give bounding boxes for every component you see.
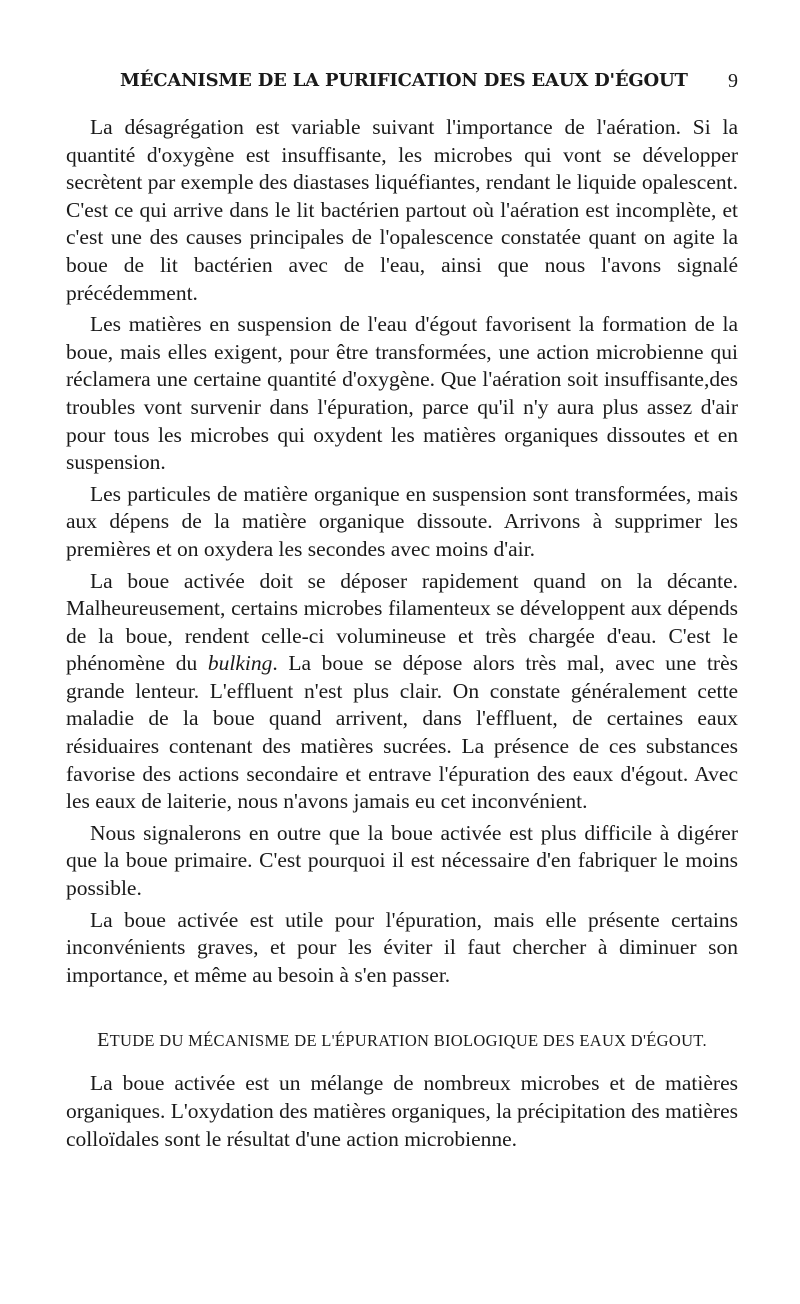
paragraph-particles: Les particules de matière organique en suspension sont transformées, mais aux dépens de la matière organique dissoute. Arrivons à supprimer les premières et on oxydera les secondes avec moins d'air. bbox=[66, 481, 738, 561]
bulking-term: bulking bbox=[207, 651, 273, 676]
paragraph-digestion: Nous signalerons en outre que la boue activée est plus difficile à digérer que la boue primaire. C'est pourquoi il est nécessaire d'en fabriquer le moins possible. bbox=[66, 820, 738, 901]
bulking-text-before: La boue activée doit se déposer rapidement quand on la décante. Malheureusement, certains microbes filamenteux se développent aux dépends de la boue, rendent celle-ci volumineuse et très chargée d'eau. C'est le phénomène du bbox=[66, 568, 738, 676]
page-number: 9 bbox=[728, 70, 738, 92]
running-title: MÉCANISME DE LA PURIFICATION DES EAUX D'ÉGOUT bbox=[120, 70, 688, 91]
section-heading-text: TUDE DU MÉCANISME DE L'ÉPURATION BIOLOGIQUE DES EAUX D'ÉGOUT. bbox=[109, 1031, 707, 1051]
paragraph-aeration: La désagrégation est variable suivant l'importance de l'aération. Si la quantité d'oxygène est insuffisante, les microbes qui vont se développer secrètent par exemple des diastases liquéfiantes, rendant le liquide opalescent. C'est ce qui arrive dans le lit bactérien partout où l'aération est incomplète, et c'est une des causes principales de l'opalescence constatée quant on agite la boue de lit bactérien avec de l'eau, ainsi que nous l'avons signalé précédemment. bbox=[66, 115, 738, 305]
paragraph-inconvenients: La boue activée est utile pour l'épuration, mais elle présente certains inconvénients graves, et pour les éviter il faut chercher à diminuer son importance, et même au besoin à s'en passer. bbox=[66, 907, 738, 987]
section-heading bbox=[66, 1029, 738, 1052]
paragraph-bulking bbox=[66, 568, 738, 816]
paragraph-section-intro: La boue activée est un mélange de nombreux microbes et de matières organiques. L'oxydation des matières organiques, la précipitation des matières colloïdales sont le résultat d'une action microbienne. bbox=[66, 1071, 738, 1151]
paragraph-suspension: Les matières en suspension de l'eau d'égout favorisent la formation de la boue, mais elles exigent, pour être transformées, une action microbienne qui réclamera une certaine quantité d'oxygène. Que l'aération soit insuffisante,des troubles vont survenir dans l'épuration, parce qu'il n'y aura plus assez d'air pour tous les microbes qui oxydent les matières organiques dissoutes et en suspension. bbox=[66, 312, 738, 475]
running-head bbox=[66, 70, 738, 100]
section-heading-initial: E bbox=[97, 1029, 110, 1052]
bulking-text-after: . La boue se dépose alors très mal, avec une très grande lenteur. L'effluent n'est plus clair. On constate généralement cette maladie de la boue quand arrivent, dans l'effluent, de certaines eaux résiduaires contenant des matières sucrées. La présence de ces substances favorise des actions secondaire et entrave l'épuration des eaux d'égout. Avec les eaux de laiterie, nous n'avons jamais eu cet inconvénient. bbox=[66, 651, 738, 814]
body-text bbox=[66, 114, 738, 1157]
